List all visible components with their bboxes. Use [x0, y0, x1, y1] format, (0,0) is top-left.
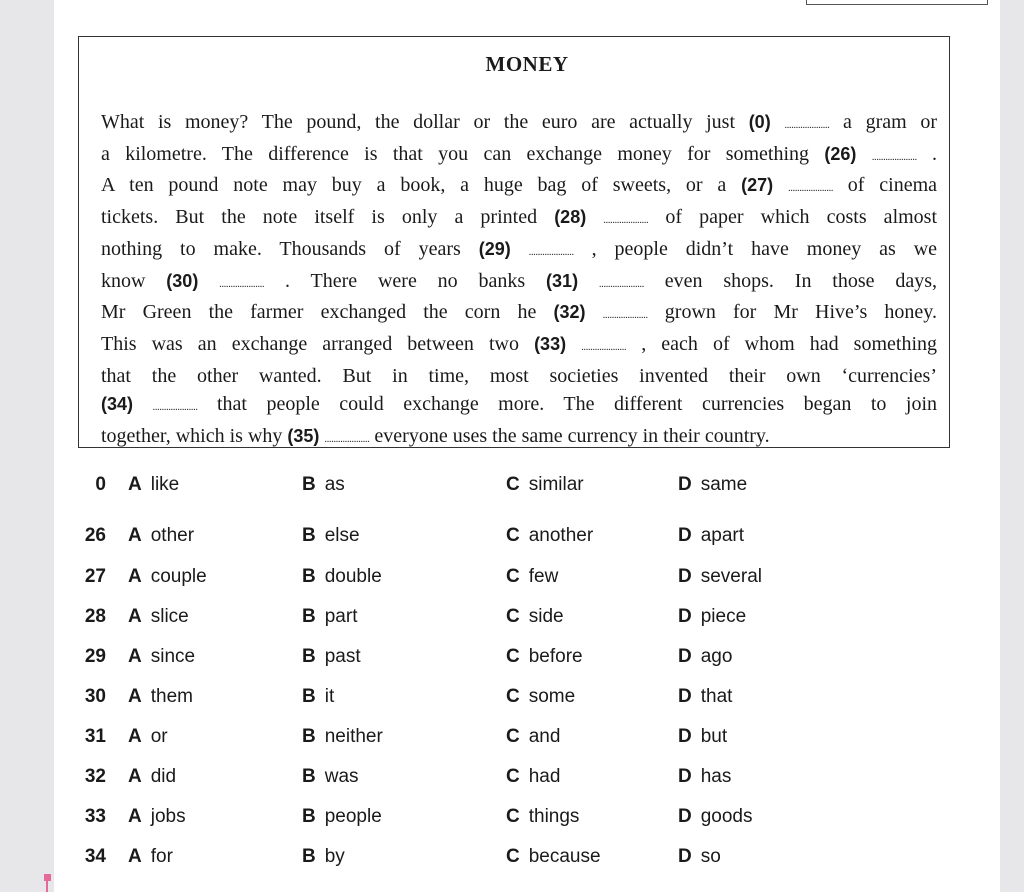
option-word: as — [324, 474, 345, 495]
question-row — [54, 726, 1000, 762]
passage-text — [101, 108, 937, 454]
option-word: like — [150, 474, 180, 495]
question-row — [54, 646, 1000, 682]
option-c[interactable] — [506, 846, 601, 868]
option-word: jobs — [150, 806, 186, 827]
option-word: has — [700, 766, 732, 787]
option-a[interactable] — [128, 566, 207, 588]
option-word: had — [528, 766, 561, 787]
option-a[interactable] — [128, 726, 168, 748]
option-letter: A — [128, 766, 142, 787]
passage-line — [101, 235, 937, 267]
question-number: 28 — [84, 606, 106, 627]
answer-gap[interactable]: .................... — [324, 433, 370, 446]
option-letter: B — [302, 525, 316, 546]
option-b[interactable] — [302, 806, 382, 828]
option-letter: D — [678, 726, 692, 747]
option-word: was — [324, 766, 359, 787]
question-row — [54, 606, 1000, 642]
question-number: 26 — [84, 525, 106, 546]
answer-gap[interactable]: .................... — [784, 119, 830, 131]
option-word: ago — [700, 646, 733, 667]
option-letter: B — [302, 646, 316, 667]
option-a[interactable] — [128, 686, 193, 708]
passage-text-segment: . — [916, 142, 937, 165]
question-row — [54, 566, 1000, 602]
passage-line — [101, 362, 937, 391]
option-word: since — [150, 646, 196, 667]
option-letter: A — [128, 606, 142, 627]
option-a[interactable] — [128, 606, 189, 628]
passage-text-segment: nothing to make. Thousands of years — [101, 237, 479, 260]
passage-line — [101, 330, 937, 362]
gap-number: (35) — [287, 426, 320, 447]
option-d[interactable] — [678, 474, 747, 496]
passage-text-segment: everyone uses the same currency in their country. — [369, 425, 770, 448]
answer-gap[interactable]: .................... — [219, 277, 265, 290]
gap-number: (34) — [101, 394, 134, 415]
option-b[interactable] — [302, 726, 383, 748]
passage-text-segment: A ten pound note may buy a book, a huge bag of sweets, or a — [101, 174, 742, 197]
option-a[interactable] — [128, 846, 173, 868]
passage-title: MONEY — [485, 52, 569, 76]
option-c[interactable] — [506, 686, 575, 708]
option-c[interactable] — [506, 474, 584, 496]
option-c[interactable] — [506, 806, 579, 828]
option-word: but — [700, 726, 728, 747]
option-letter: B — [302, 726, 316, 747]
option-letter: B — [302, 474, 316, 495]
gap-number: (28) — [554, 207, 587, 228]
passage-text-segment: This was an exchange arranged between two — [101, 332, 535, 355]
option-letter: C — [506, 525, 520, 546]
option-word: it — [324, 686, 335, 707]
passage-text-segment: of paper which costs almost — [648, 206, 938, 229]
option-b[interactable] — [302, 686, 334, 708]
passage-line — [101, 171, 937, 203]
option-word: couple — [150, 566, 207, 587]
option-word: else — [324, 525, 360, 546]
option-letter: D — [678, 766, 692, 787]
corner-answer-box — [806, 0, 988, 5]
option-d[interactable] — [678, 686, 732, 708]
question-row — [54, 686, 1000, 722]
question-number: 0 — [95, 474, 106, 495]
option-word: apart — [700, 525, 745, 546]
question-number: 29 — [84, 646, 106, 667]
answer-gap[interactable]: .................... — [787, 182, 833, 195]
option-d[interactable] — [678, 606, 746, 628]
option-c[interactable] — [506, 766, 560, 788]
passage-text-segment: even shops. In those days, — [643, 269, 938, 292]
answer-gap[interactable]: .................... — [871, 150, 917, 163]
option-b[interactable] — [302, 566, 382, 588]
option-letter: A — [128, 846, 142, 867]
option-b[interactable] — [302, 606, 357, 628]
passage-text-segment: that the other wanted. But in time, most societies invented their own ‘currencies’ — [101, 364, 937, 387]
option-letter: C — [506, 766, 520, 787]
option-a[interactable] — [128, 806, 186, 828]
option-letter: C — [506, 726, 520, 747]
passage-text-segment: . There were no banks — [264, 269, 547, 292]
option-letter: B — [302, 846, 316, 867]
option-word: another — [528, 525, 594, 546]
gap-number: (26) — [824, 143, 857, 164]
option-letter: D — [678, 474, 692, 495]
gap-number: (30) — [166, 270, 199, 291]
question-row — [54, 846, 1000, 882]
option-b[interactable] — [302, 525, 360, 547]
option-letter: A — [128, 474, 142, 495]
option-c[interactable] — [506, 525, 593, 547]
option-word: or — [150, 726, 168, 747]
option-word: part — [324, 606, 358, 627]
option-word: same — [700, 474, 748, 495]
option-word: piece — [700, 606, 747, 627]
passage-text-segment: of cinema — [832, 174, 937, 197]
passage-text-segment: Mr Green the farmer exchanged the corn he — [101, 301, 554, 324]
option-word: so — [700, 846, 721, 867]
option-word: by — [324, 846, 345, 867]
option-word: that — [700, 686, 733, 707]
option-letter: C — [506, 606, 520, 627]
question-row — [54, 525, 1000, 561]
option-letter: C — [506, 806, 520, 827]
passage-line — [101, 108, 937, 140]
gap-number: (29) — [478, 238, 511, 259]
option-c[interactable] — [506, 726, 560, 748]
passage-text-segment: tickets. But the note itself is only a printed — [101, 206, 555, 229]
passage-line — [101, 140, 937, 172]
passage-text-segment: together, which is why — [101, 425, 288, 448]
option-word: neither — [324, 726, 383, 747]
option-b[interactable] — [302, 646, 361, 668]
worksheet-page — [54, 0, 1000, 892]
option-word: several — [700, 566, 762, 587]
option-word: similar — [528, 474, 584, 495]
option-word: other — [150, 525, 195, 546]
option-word: few — [528, 566, 559, 587]
option-c[interactable] — [506, 566, 558, 588]
option-c[interactable] — [506, 606, 564, 628]
answer-gap[interactable]: .................... — [528, 245, 574, 258]
option-letter: C — [506, 474, 520, 495]
option-letter: B — [302, 806, 316, 827]
option-a[interactable] — [128, 525, 194, 547]
option-d[interactable] — [678, 766, 731, 788]
option-b[interactable] — [302, 846, 345, 868]
option-letter: A — [128, 566, 142, 587]
option-word: and — [528, 726, 561, 747]
option-a[interactable] — [128, 766, 176, 788]
option-word: past — [324, 646, 361, 667]
option-word: for — [150, 846, 173, 867]
option-letter: B — [302, 566, 316, 587]
option-word: double — [324, 566, 382, 587]
option-word: slice — [150, 606, 189, 627]
question-number: 30 — [84, 686, 106, 707]
option-letter: A — [128, 646, 142, 667]
answer-gap[interactable]: .................... — [598, 277, 644, 290]
option-word: side — [528, 606, 564, 627]
question-number: 32 — [84, 766, 106, 787]
passage-line — [101, 422, 937, 454]
option-letter: D — [678, 806, 692, 827]
gap-number: (32) — [553, 302, 586, 323]
option-d[interactable] — [678, 525, 744, 547]
question-row — [54, 806, 1000, 842]
option-letter: D — [678, 646, 692, 667]
passage-text-segment: know — [101, 269, 167, 292]
answer-gap[interactable]: .................... — [602, 309, 648, 322]
option-word: some — [528, 686, 576, 707]
option-d[interactable] — [678, 846, 721, 868]
option-word: did — [150, 766, 177, 787]
option-word: things — [528, 806, 580, 827]
option-a[interactable] — [128, 646, 195, 668]
option-letter: A — [128, 686, 142, 707]
option-letter: B — [302, 606, 316, 627]
option-letter: A — [128, 525, 142, 546]
option-word: goods — [700, 806, 753, 827]
option-letter: D — [678, 686, 692, 707]
question-number: 34 — [84, 846, 106, 867]
option-letter: C — [506, 646, 520, 667]
option-d[interactable] — [678, 726, 727, 748]
passage-text-segment: , each of whom had something — [626, 332, 938, 355]
gap-number: (33) — [534, 333, 567, 354]
gap-number: (27) — [741, 175, 774, 196]
option-letter: C — [506, 846, 520, 867]
option-a[interactable] — [128, 474, 179, 496]
option-letter: C — [506, 566, 520, 587]
option-d[interactable] — [678, 566, 762, 588]
option-letter: B — [302, 686, 316, 707]
question-row — [54, 766, 1000, 802]
passage-line — [101, 390, 937, 422]
passage-text-segment: a gram or — [829, 111, 937, 133]
passage-line — [101, 298, 937, 330]
option-letter: C — [506, 686, 520, 707]
option-word: before — [528, 646, 583, 667]
option-d[interactable] — [678, 806, 753, 828]
question-number: 33 — [84, 806, 106, 827]
passage-text-segment: a kilometre. The difference is that you can exchange money for something — [101, 142, 825, 165]
option-word: because — [528, 846, 601, 867]
option-letter: A — [128, 806, 142, 827]
option-b[interactable] — [302, 766, 359, 788]
passage-text-segment: that people could exchange more. The different currencies began to join — [197, 393, 938, 416]
option-letter: D — [678, 606, 692, 627]
gap-number: (31) — [546, 270, 579, 291]
question-number: 27 — [84, 566, 106, 587]
bookmark-marker-icon — [44, 874, 51, 892]
option-b[interactable] — [302, 474, 345, 496]
option-letter: B — [302, 766, 316, 787]
passage-text-segment: What is money? The pound, the dollar or the euro are actually just — [101, 111, 749, 133]
passage-text-segment: , people didn’t have money as we — [573, 237, 938, 260]
answer-gap[interactable]: .................... — [152, 401, 198, 414]
answer-gap[interactable]: .................... — [581, 340, 627, 353]
option-word: people — [324, 806, 382, 827]
passage-text-segment: grown for Mr Hive’s honey. — [647, 301, 937, 324]
option-letter: D — [678, 566, 692, 587]
passage-line — [101, 203, 937, 235]
option-letter: D — [678, 846, 692, 867]
option-c[interactable] — [506, 646, 583, 668]
option-d[interactable] — [678, 646, 732, 668]
gap-number: (0) — [748, 112, 771, 132]
passage-line — [101, 267, 937, 299]
answer-gap[interactable]: .................... — [603, 214, 649, 227]
option-letter: D — [678, 525, 692, 546]
question-number: 31 — [84, 726, 106, 747]
option-word: them — [150, 686, 193, 707]
question-row — [54, 474, 1000, 510]
option-letter: A — [128, 726, 142, 747]
